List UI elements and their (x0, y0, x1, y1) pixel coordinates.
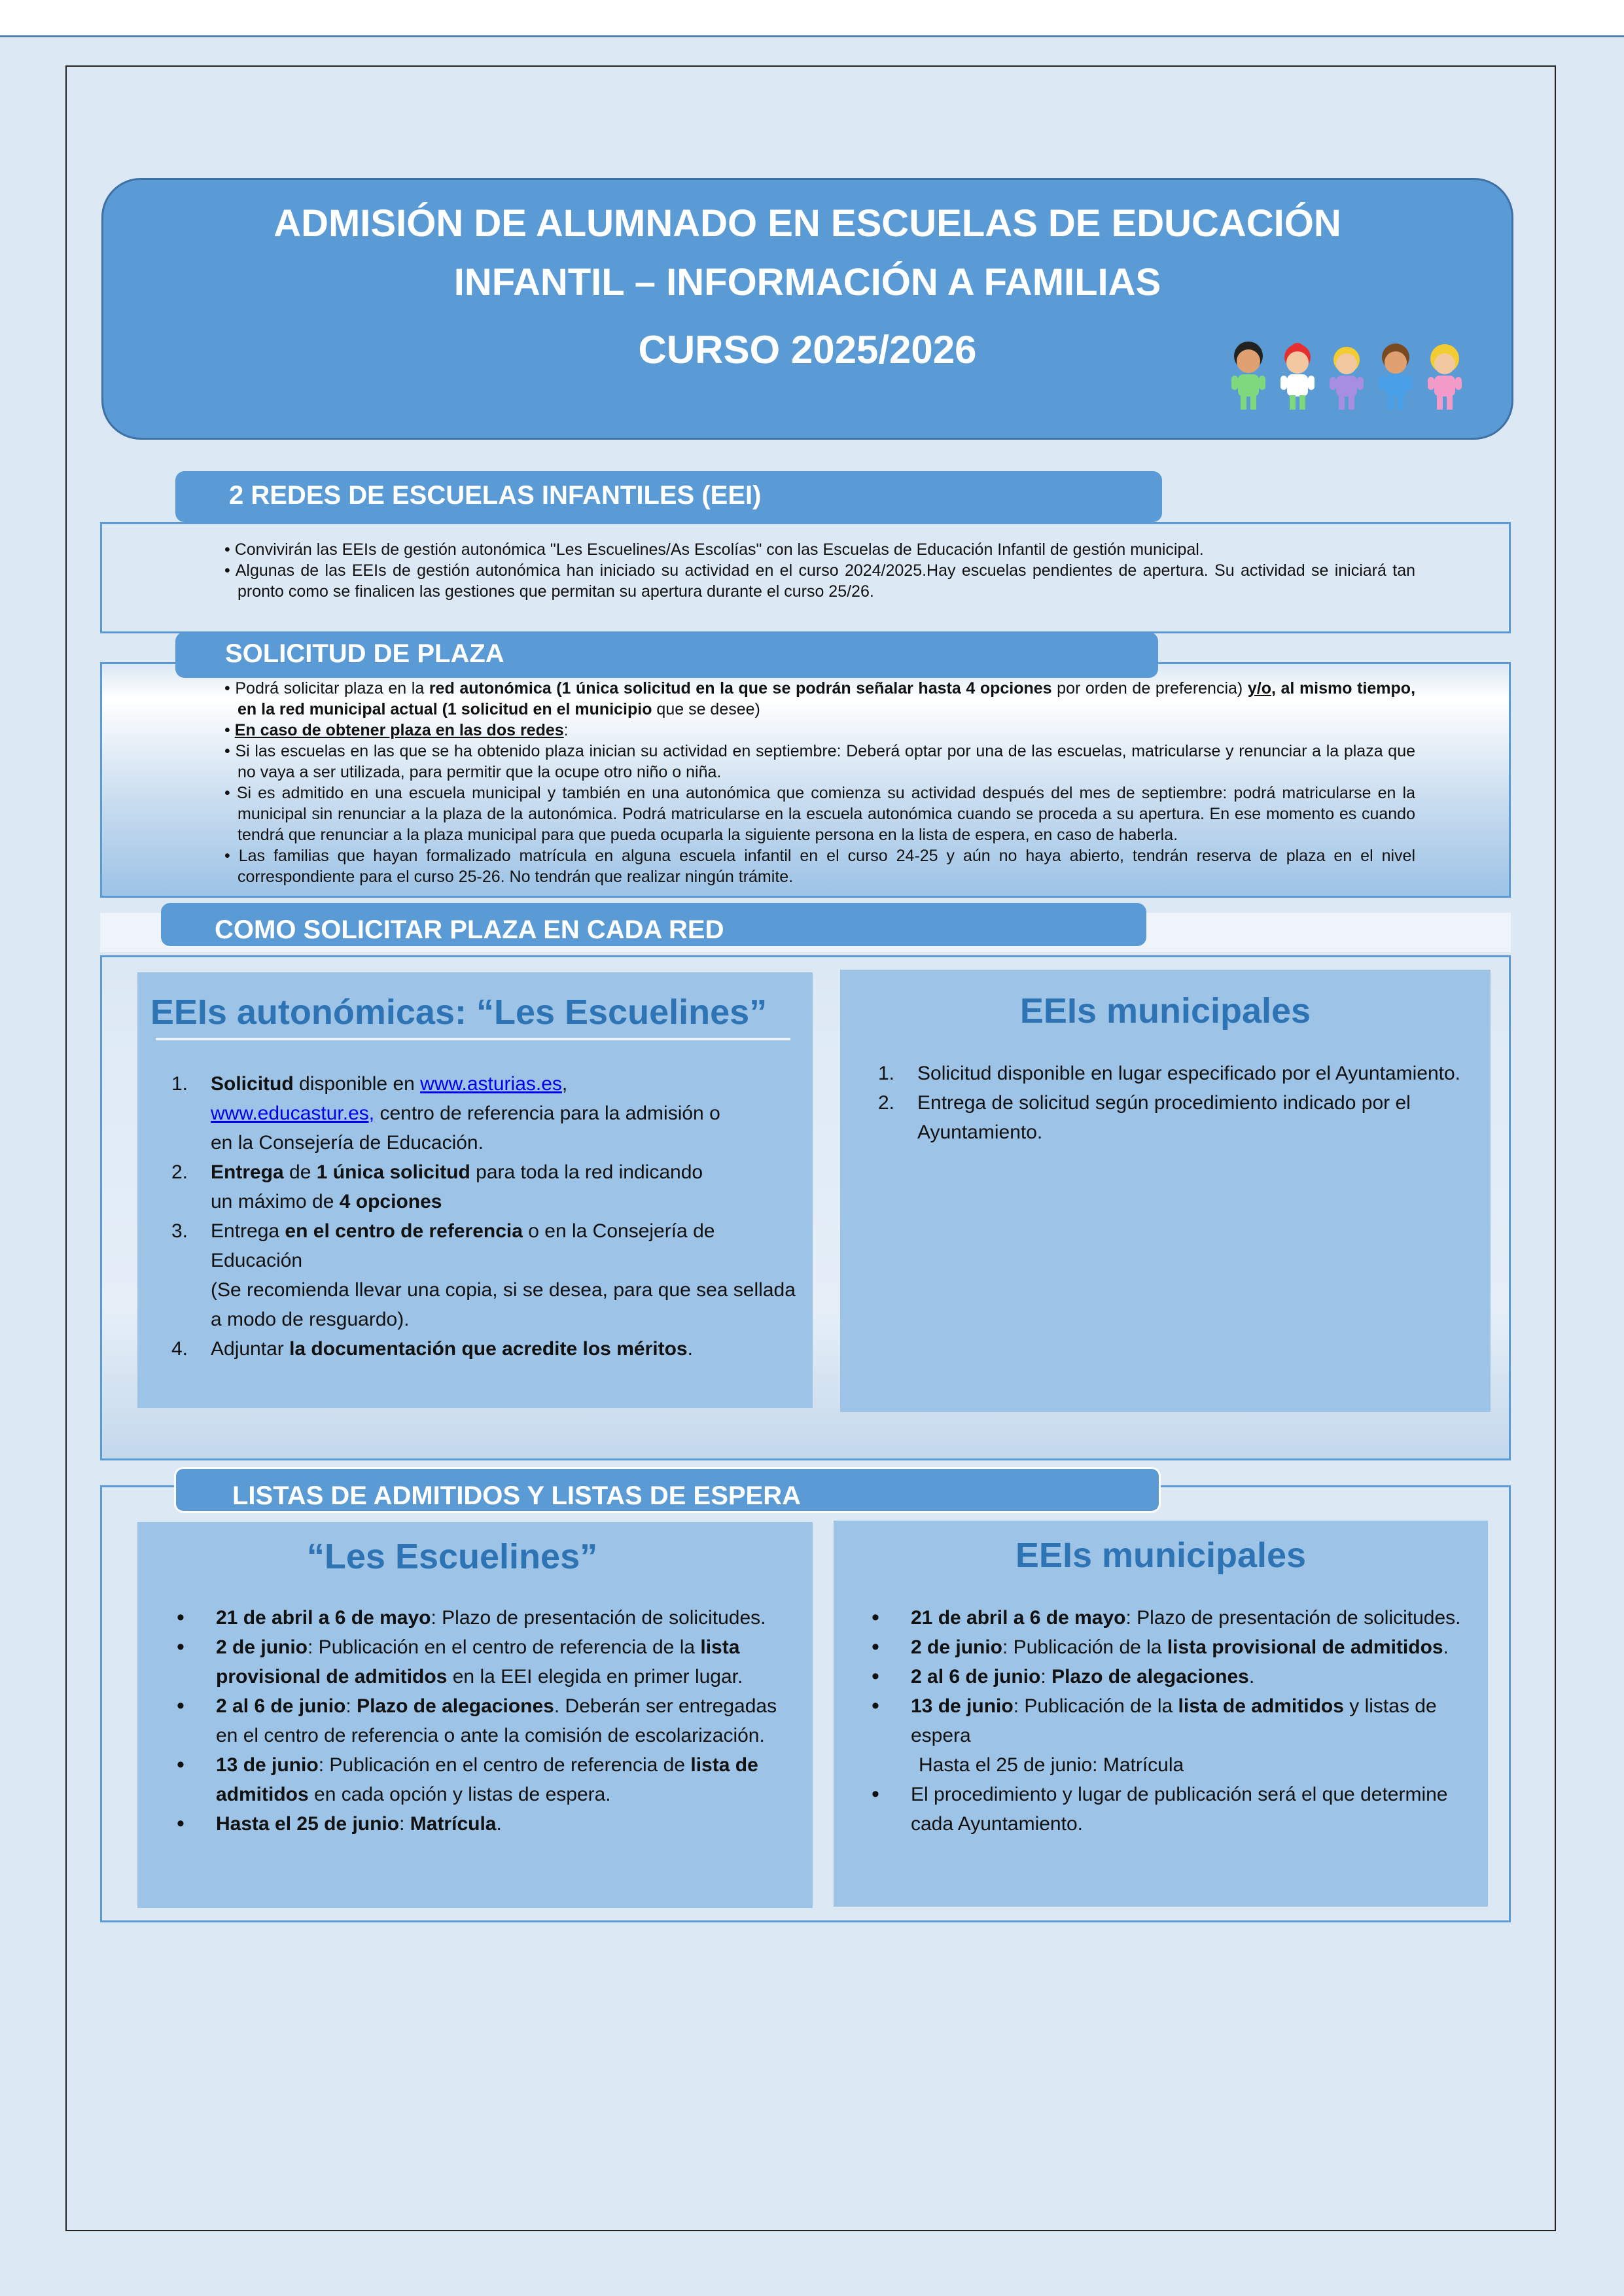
text: en la Consejería de Educación. (211, 1132, 484, 1154)
text: y listas de espera (911, 1695, 1437, 1746)
title-line-2: INFANTIL – INFORMACIÓN A FAMILIAS (453, 261, 1161, 304)
text: : (399, 1813, 410, 1835)
como-section-title: COMO SOLICITAR PLAZA EN CADA RED (161, 903, 1146, 946)
header-banner (101, 178, 1513, 440)
text: disponible en (293, 1073, 421, 1095)
text: , (561, 1073, 568, 1095)
listas-left-item-1 (177, 1603, 779, 1633)
text: Entrega de solicitud según procedimiento indicado por el Ayuntamiento. (917, 1092, 1411, 1143)
listas-right-title: EEIs municipales (1015, 1536, 1307, 1575)
bold: Entrega (211, 1161, 284, 1183)
redes-section-title: 2 REDES DE ESCUELAS INFANTILES (EEI) (175, 471, 1162, 522)
listas-right-item-3 (872, 1662, 1474, 1691)
como-left-item-4 (171, 1334, 800, 1364)
text: en la EEI elegida en primer lugar. (447, 1666, 743, 1687)
listas-left-item-3 (177, 1691, 779, 1750)
bold: lista provisional de admitidos (1167, 1636, 1443, 1658)
listas-section-title: LISTAS DE ADMITIDOS Y LISTAS DE ESPERA (174, 1467, 1161, 1513)
listas-right-item-1 (872, 1603, 1474, 1633)
num: 2. (878, 1092, 895, 1114)
bold: en el centro de referencia (285, 1220, 523, 1242)
listas-left-item-2 (177, 1633, 779, 1691)
page-top-bar (0, 0, 1624, 37)
text: de (283, 1161, 317, 1183)
bold: 21 de abril a 6 de mayo (216, 1607, 431, 1629)
b1-text-c: por orden de preferencia) (1051, 679, 1248, 698)
bold: Solicitud (211, 1073, 294, 1095)
bold: 2 de junio (911, 1636, 1003, 1658)
text: . (687, 1338, 693, 1360)
text: : Plazo de presentación de solicitudes. (431, 1607, 766, 1629)
text: . (1248, 1666, 1255, 1687)
listas-left-item-4 (177, 1750, 779, 1809)
bold: 1 única solicitud (316, 1161, 470, 1183)
bold: 21 de abril a 6 de mayo (911, 1607, 1126, 1629)
text: . (496, 1813, 502, 1835)
text: para toda la red indicando (470, 1161, 703, 1183)
bold: Plazo de alegaciones (357, 1695, 554, 1717)
bold: Matrícula (410, 1813, 497, 1835)
bold: 13 de junio (911, 1695, 1014, 1717)
b1-bold-b: red autonómica (1 única solicitud en la que se podrán señalar hasta 4 opciones (429, 679, 1052, 698)
bold: Plazo de alegaciones (1051, 1666, 1249, 1687)
redes-bullets (224, 539, 1415, 602)
text: (Se recomienda llevar una copia, si se desea, para que sea sellada (211, 1279, 796, 1301)
b1-bold-d: y/o (1247, 679, 1271, 698)
text: : Publicación en el centro de referencia de la (308, 1636, 701, 1658)
como-right-item-1 (878, 1059, 1480, 1088)
text: a modo de resguardo). (211, 1309, 410, 1330)
text: en cada opción y listas de espera. (308, 1784, 611, 1805)
num: 3. (171, 1220, 188, 1242)
b1-bold-e: , al mismo tiempo, en la red municipal actual (1 solicitud en el municipio (238, 679, 1416, 718)
solicitud-bullet-1 (224, 678, 1415, 720)
listas-left-item-5 (177, 1809, 779, 1839)
como-left-item-1 (171, 1069, 800, 1157)
como-right-title: EEIs municipales (1019, 991, 1311, 1031)
text: centro de referencia para la admisión o (374, 1103, 720, 1124)
listas-left-title: “Les Escuelines” (306, 1537, 598, 1576)
page-title (103, 194, 1511, 312)
text: : Publicación en el centro de referencia de (318, 1754, 691, 1776)
num: 2. (171, 1161, 188, 1183)
b2-bold: En caso de obtener plaza en las dos redes (234, 721, 564, 739)
text: : Plazo de presentación de solicitudes. (1125, 1607, 1461, 1629)
text: El procedimiento y lugar de publicación será el que determine cada Ayuntamiento. (911, 1784, 1448, 1835)
bold: 4 opciones (339, 1191, 442, 1212)
como-right-item-2 (878, 1088, 1480, 1147)
listas-right-list (872, 1603, 1474, 1839)
bold: 2 al 6 de junio (216, 1695, 346, 1717)
text: : (1040, 1666, 1052, 1687)
bold: 2 de junio (216, 1636, 308, 1658)
como-left-title: EEIs autonómicas: “Les Escuelines” (150, 993, 768, 1032)
como-right-panel (840, 970, 1491, 1412)
text: : (345, 1695, 357, 1717)
text: Adjuntar (211, 1338, 290, 1360)
solicitud-section-title: SOLICITUD DE PLAZA (175, 632, 1158, 678)
bold: lista de admitidos (1178, 1695, 1344, 1717)
num: 4. (171, 1338, 188, 1360)
redes-bullet-2: • Algunas de las EEIs de gestión autonómica han iniciado su actividad en el curso 2024/2025.Hay escuelas pendientes de apertura. Su actividad se iniciará tan pronto como se finalicen las gestiones que permitan su apertura durante el curso 25/26. (224, 560, 1415, 602)
text: . (1443, 1636, 1449, 1658)
bold: 2 al 6 de junio (911, 1666, 1041, 1687)
text: : Publicación de la (1002, 1636, 1167, 1658)
como-right-list (878, 1059, 1480, 1147)
listas-left-panel (137, 1522, 813, 1908)
listas-right-item-4 (872, 1691, 1474, 1750)
b1-text-a: Podrá solicitar plaza en la (235, 679, 429, 698)
listas-right-item-2 (872, 1633, 1474, 1662)
course-label: CURSO 2025/2026 (638, 328, 977, 372)
como-left-item-2 (171, 1157, 800, 1216)
como-left-panel (137, 972, 813, 1408)
text: Solicitud disponible en lugar especificado por el Ayuntamiento. (917, 1063, 1460, 1084)
bold: 13 de junio (216, 1754, 319, 1776)
text: Entrega (211, 1220, 285, 1242)
solicitud-bullets (224, 678, 1415, 887)
b1-text-f: que se desee) (652, 700, 760, 718)
solicitud-bullet-4: • Si es admitido en una escuela municipal y también en una autonómica que comienza su actividad después del mes de septiembre: podrá matricularse en la municipal sin renunciar a la plaza de la autonómica. Podrá matricularse en la escuela autonómica cuando se proceda a su apertura. En ese momento es cuando tendrá que renunciar a la plaza municipal para que pueda ocuparla la siguiente persona en la lista de espera, en caso de haberla. (224, 783, 1415, 845)
text: : Publicación de la (1013, 1695, 1178, 1717)
text: un máximo de (211, 1191, 340, 1212)
num: 1. (878, 1063, 895, 1084)
num: 1. (171, 1073, 188, 1095)
children-illustration-icon (1224, 340, 1472, 412)
solicitud-bullet-3: • Si las escuelas en las que se ha obtenido plaza inician su actividad en septiembre: Deberá optar por una de las escuelas, matricularse y renunciar a la plaza que no vaya a ser utilizada, para permitir que la ocupe otro niño o niña. (224, 741, 1415, 783)
bold: Hasta el 25 de junio (216, 1813, 400, 1835)
text: o en la Consejería de Educación (211, 1220, 715, 1271)
listas-left-list (177, 1603, 779, 1839)
solicitud-bullet-2 (224, 720, 1415, 741)
solicitud-bullet-5: • Las familias que hayan formalizado matrícula en alguna escuela infantil en el curso 24-25 y aún no haya abierto, tendrán reserva de plaza en el nivel correspondiente para el curso 25-26. No tendrán que realizar ningún trámite. (224, 845, 1415, 887)
text: . Deberán ser entregadas en el centro de referencia o ante la comisión de escolarización. (216, 1695, 777, 1746)
title-line-1: ADMISIÓN DE ALUMNADO EN ESCUELAS DE EDUCACIÓN (274, 202, 1341, 245)
como-left-list (171, 1069, 800, 1364)
listas-right-matricula: Hasta el 25 de junio: Matrícula (919, 1754, 1184, 1776)
bold: lista de admitidos (216, 1754, 758, 1805)
como-left-item-3 (171, 1216, 800, 1334)
bold: la documentación que acredite los méritos (289, 1338, 688, 1360)
title-underline (156, 1038, 790, 1040)
bold: lista provisional de admitidos (216, 1636, 740, 1687)
redes-bullet-1: • Convivirán las EEIs de gestión autonómica "Les Escuelines/As Escolías" con las Escuelas de Educación Infantil de gestión municipal. (224, 539, 1415, 560)
b2-colon: : (563, 721, 569, 739)
asturias-link[interactable]: www.asturias.es (420, 1073, 562, 1095)
listas-right-item-5 (872, 1780, 1474, 1839)
educastur-link[interactable]: www.educastur.es, (211, 1103, 375, 1124)
listas-right-panel (834, 1521, 1488, 1907)
